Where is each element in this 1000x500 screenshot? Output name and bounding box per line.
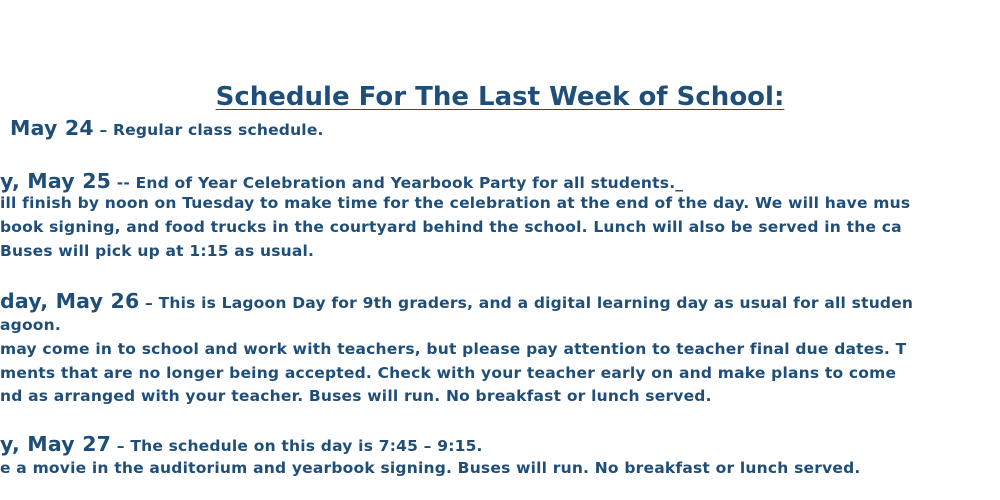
entry-heading-may-25 <box>0 169 683 193</box>
entry-summary: End of Year Celebration and Yearbook Party for all students. <box>135 174 676 192</box>
entry-separator: – <box>116 437 125 455</box>
entry-day: y, May 27 <box>0 432 112 456</box>
entry-separator: – <box>145 294 153 312</box>
entry-detail-line: nd as arranged with your teacher. Buses will run. No breakfast or lunch served. <box>0 387 712 405</box>
entry-detail-line: agoon. <box>0 316 61 334</box>
page-title <box>0 82 1000 112</box>
entry-heading-may-24 <box>10 116 324 140</box>
entry-detail-line: may come in to school and work with teachers, but please pay attention to teacher final due dates. T <box>0 340 907 358</box>
entry-day: May 24 <box>10 116 94 140</box>
page-title-text: Schedule For The Last Week of School: <box>215 82 785 112</box>
entry-detail-line: ments that are no longer being accepted. Check with your teacher early on and make plans to come <box>0 364 897 382</box>
entry-separator: – <box>99 121 108 139</box>
entry-summary-trailer: _ <box>675 174 684 192</box>
entry-heading-may-27 <box>0 432 483 456</box>
entry-detail-line: e a movie in the auditorium and yearbook signing. Buses will run. No breakfast or lunch served. <box>0 459 861 477</box>
entry-summary: Regular class schedule. <box>113 121 324 139</box>
entry-heading-may-26 <box>0 289 913 313</box>
entry-summary: The schedule on this day is 7:45 – 9:15. <box>130 437 483 455</box>
entry-day: day, May 26 <box>0 289 140 313</box>
entry-detail-line: Buses will pick up at 1:15 as usual. <box>0 242 315 260</box>
entry-detail-line: book signing, and food trucks in the courtyard behind the school. Lunch will also be served in the ca <box>0 218 902 236</box>
entry-separator: -- <box>116 174 131 192</box>
entry-summary: This is Lagoon Day for 9th graders, and a digital learning day as usual for all studen <box>158 294 914 312</box>
entry-detail-line: ill finish by noon on Tuesday to make time for the celebration at the end of the day. We will have mus <box>0 194 911 212</box>
entry-day: y, May 25 <box>0 169 112 193</box>
